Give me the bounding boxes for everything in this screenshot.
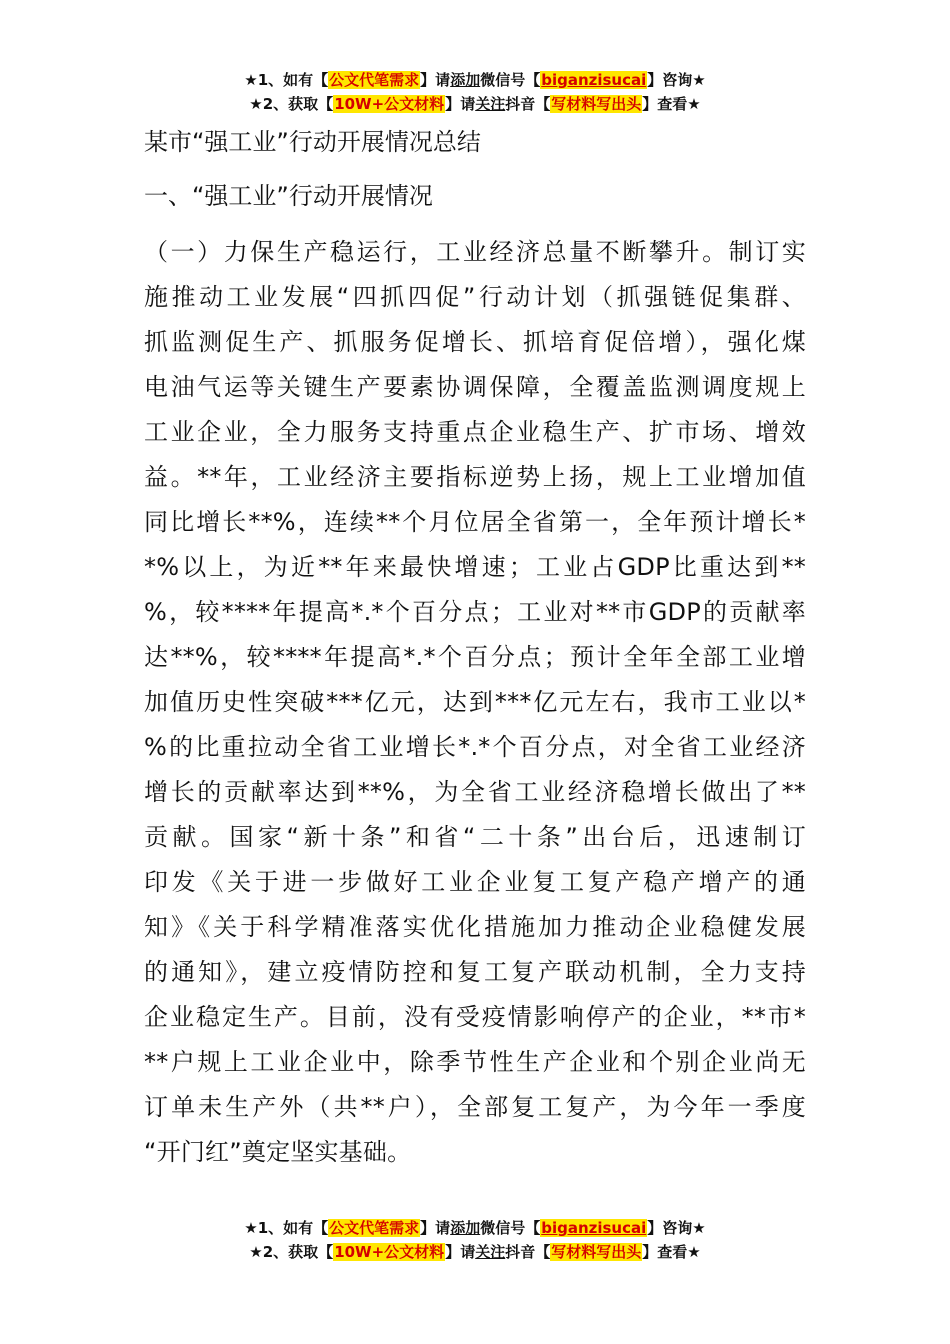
banner-underline: 关注 bbox=[475, 1243, 506, 1261]
banner-wechat-id: biganzisucai bbox=[541, 71, 647, 89]
banner-text: 抖音【 bbox=[505, 95, 551, 113]
banner-douyin-id: 写材料写出头 bbox=[551, 1243, 642, 1261]
banner-line-2 bbox=[0, 1240, 950, 1264]
paragraph-line: 工业企业，全力服务支持重点企业稳生产、扩市场、增效 bbox=[144, 418, 806, 446]
banner-highlight: 10W+公文材料 bbox=[334, 1243, 445, 1261]
paragraph-line: 达**%，较****年提高*.*个百分点；预计全年全部工业增 bbox=[144, 643, 806, 671]
banner-text: 】请 bbox=[420, 71, 451, 89]
section-heading: 一、“强工业”行动开展情况 bbox=[144, 182, 433, 210]
paragraph-line: 知》《关于科学精准落实优化措施加力推动企业稳健发展 bbox=[144, 913, 806, 941]
banner-highlight: 公文代笔需求 bbox=[329, 1219, 420, 1237]
banner-underline: 关注 bbox=[475, 95, 506, 113]
banner-text: 微信号【 bbox=[480, 71, 541, 89]
paragraph-line: 贡献。国家“新十条”和省“二十条”出台后，迅速制订 bbox=[144, 823, 806, 851]
banner-underline: 添加 bbox=[450, 71, 481, 89]
paragraph-line: 同比增长**%，连续**个月位居全省第一，全年预计增长* bbox=[144, 508, 806, 536]
banner-text: 抖音【 bbox=[505, 1243, 551, 1261]
banner-highlight: 公文代笔需求 bbox=[329, 71, 420, 89]
banner-wechat-id: biganzisucai bbox=[541, 1219, 647, 1237]
paragraph-line: **户规上工业企业中，除季节性生产企业和个别企业尚无 bbox=[144, 1048, 806, 1076]
banner-line-1 bbox=[0, 68, 950, 92]
paragraph-line: %，较****年提高*.*个百分点；工业对**市GDP的贡献率 bbox=[144, 598, 806, 626]
banner-text: 】咨询★ bbox=[647, 1219, 706, 1237]
banner-text: 】请 bbox=[420, 1219, 451, 1237]
document-body bbox=[144, 124, 806, 1175]
banner-line-2 bbox=[0, 92, 950, 116]
paragraph-line: 企业稳定生产。目前，没有受疫情影响停产的企业，**市* bbox=[144, 1003, 806, 1031]
paragraph-line: 增长的贡献率达到**%，为全省工业经济稳增长做出了** bbox=[144, 778, 806, 806]
banner-text: ★1、如有【 bbox=[244, 1219, 329, 1237]
paragraph-line: 加值历史性突破***亿元，达到***亿元左右，我市工业以* bbox=[144, 688, 806, 716]
body-paragraph bbox=[144, 230, 806, 1175]
banner-line-1 bbox=[0, 1216, 950, 1240]
banner-text: ★1、如有【 bbox=[244, 71, 329, 89]
paragraph-line: 益。**年，工业经济主要指标逆势上扬，规上工业增加值 bbox=[144, 463, 806, 491]
paragraph-line: “开门红”奠定坚实基础。 bbox=[144, 1138, 412, 1166]
paragraph-line: 的通知》，建立疫情防控和复工复产联动机制，全力支持 bbox=[144, 958, 806, 986]
paragraph-line: *%以上，为近**年来最快增速；工业占GDP比重达到** bbox=[144, 553, 806, 581]
banner-text: 微信号【 bbox=[480, 1219, 541, 1237]
header-banner bbox=[0, 68, 950, 116]
banner-text: 】咨询★ bbox=[647, 71, 706, 89]
paragraph-line: 施推动工业发展“四抓四促”行动计划（抓强链促集群、 bbox=[144, 283, 806, 311]
banner-underline: 添加 bbox=[450, 1219, 481, 1237]
banner-highlight: 10W+公文材料 bbox=[334, 95, 445, 113]
banner-text: 】查看★ bbox=[642, 95, 701, 113]
banner-text: 】请 bbox=[445, 95, 476, 113]
banner-douyin-id: 写材料写出头 bbox=[551, 95, 642, 113]
footer-banner bbox=[0, 1216, 950, 1264]
banner-text: 】查看★ bbox=[642, 1243, 701, 1261]
document-title: 某市“强工业”行动开展情况总结 bbox=[144, 128, 481, 156]
paragraph-line: 订单未生产外（共**户），全部复工复产，为今年一季度 bbox=[144, 1093, 806, 1121]
banner-text: 】请 bbox=[445, 1243, 476, 1261]
paragraph-line: 电油气运等关键生产要素协调保障，全覆盖监测调度规上 bbox=[144, 373, 806, 401]
paragraph-line: %的比重拉动全省工业增长*.*个百分点，对全省工业经济 bbox=[144, 733, 806, 761]
paragraph-line: 抓监测促生产、抓服务促增长、抓培育促倍增），强化煤 bbox=[144, 328, 806, 356]
paragraph-line: 印发《关于进一步做好工业企业复工复产稳产增产的通 bbox=[144, 868, 806, 896]
banner-text: ★2、获取【 bbox=[249, 1243, 334, 1261]
paragraph-line: （一）力保生产稳运行，工业经济总量不断攀升。制订实 bbox=[144, 238, 806, 266]
banner-text: ★2、获取【 bbox=[249, 95, 334, 113]
